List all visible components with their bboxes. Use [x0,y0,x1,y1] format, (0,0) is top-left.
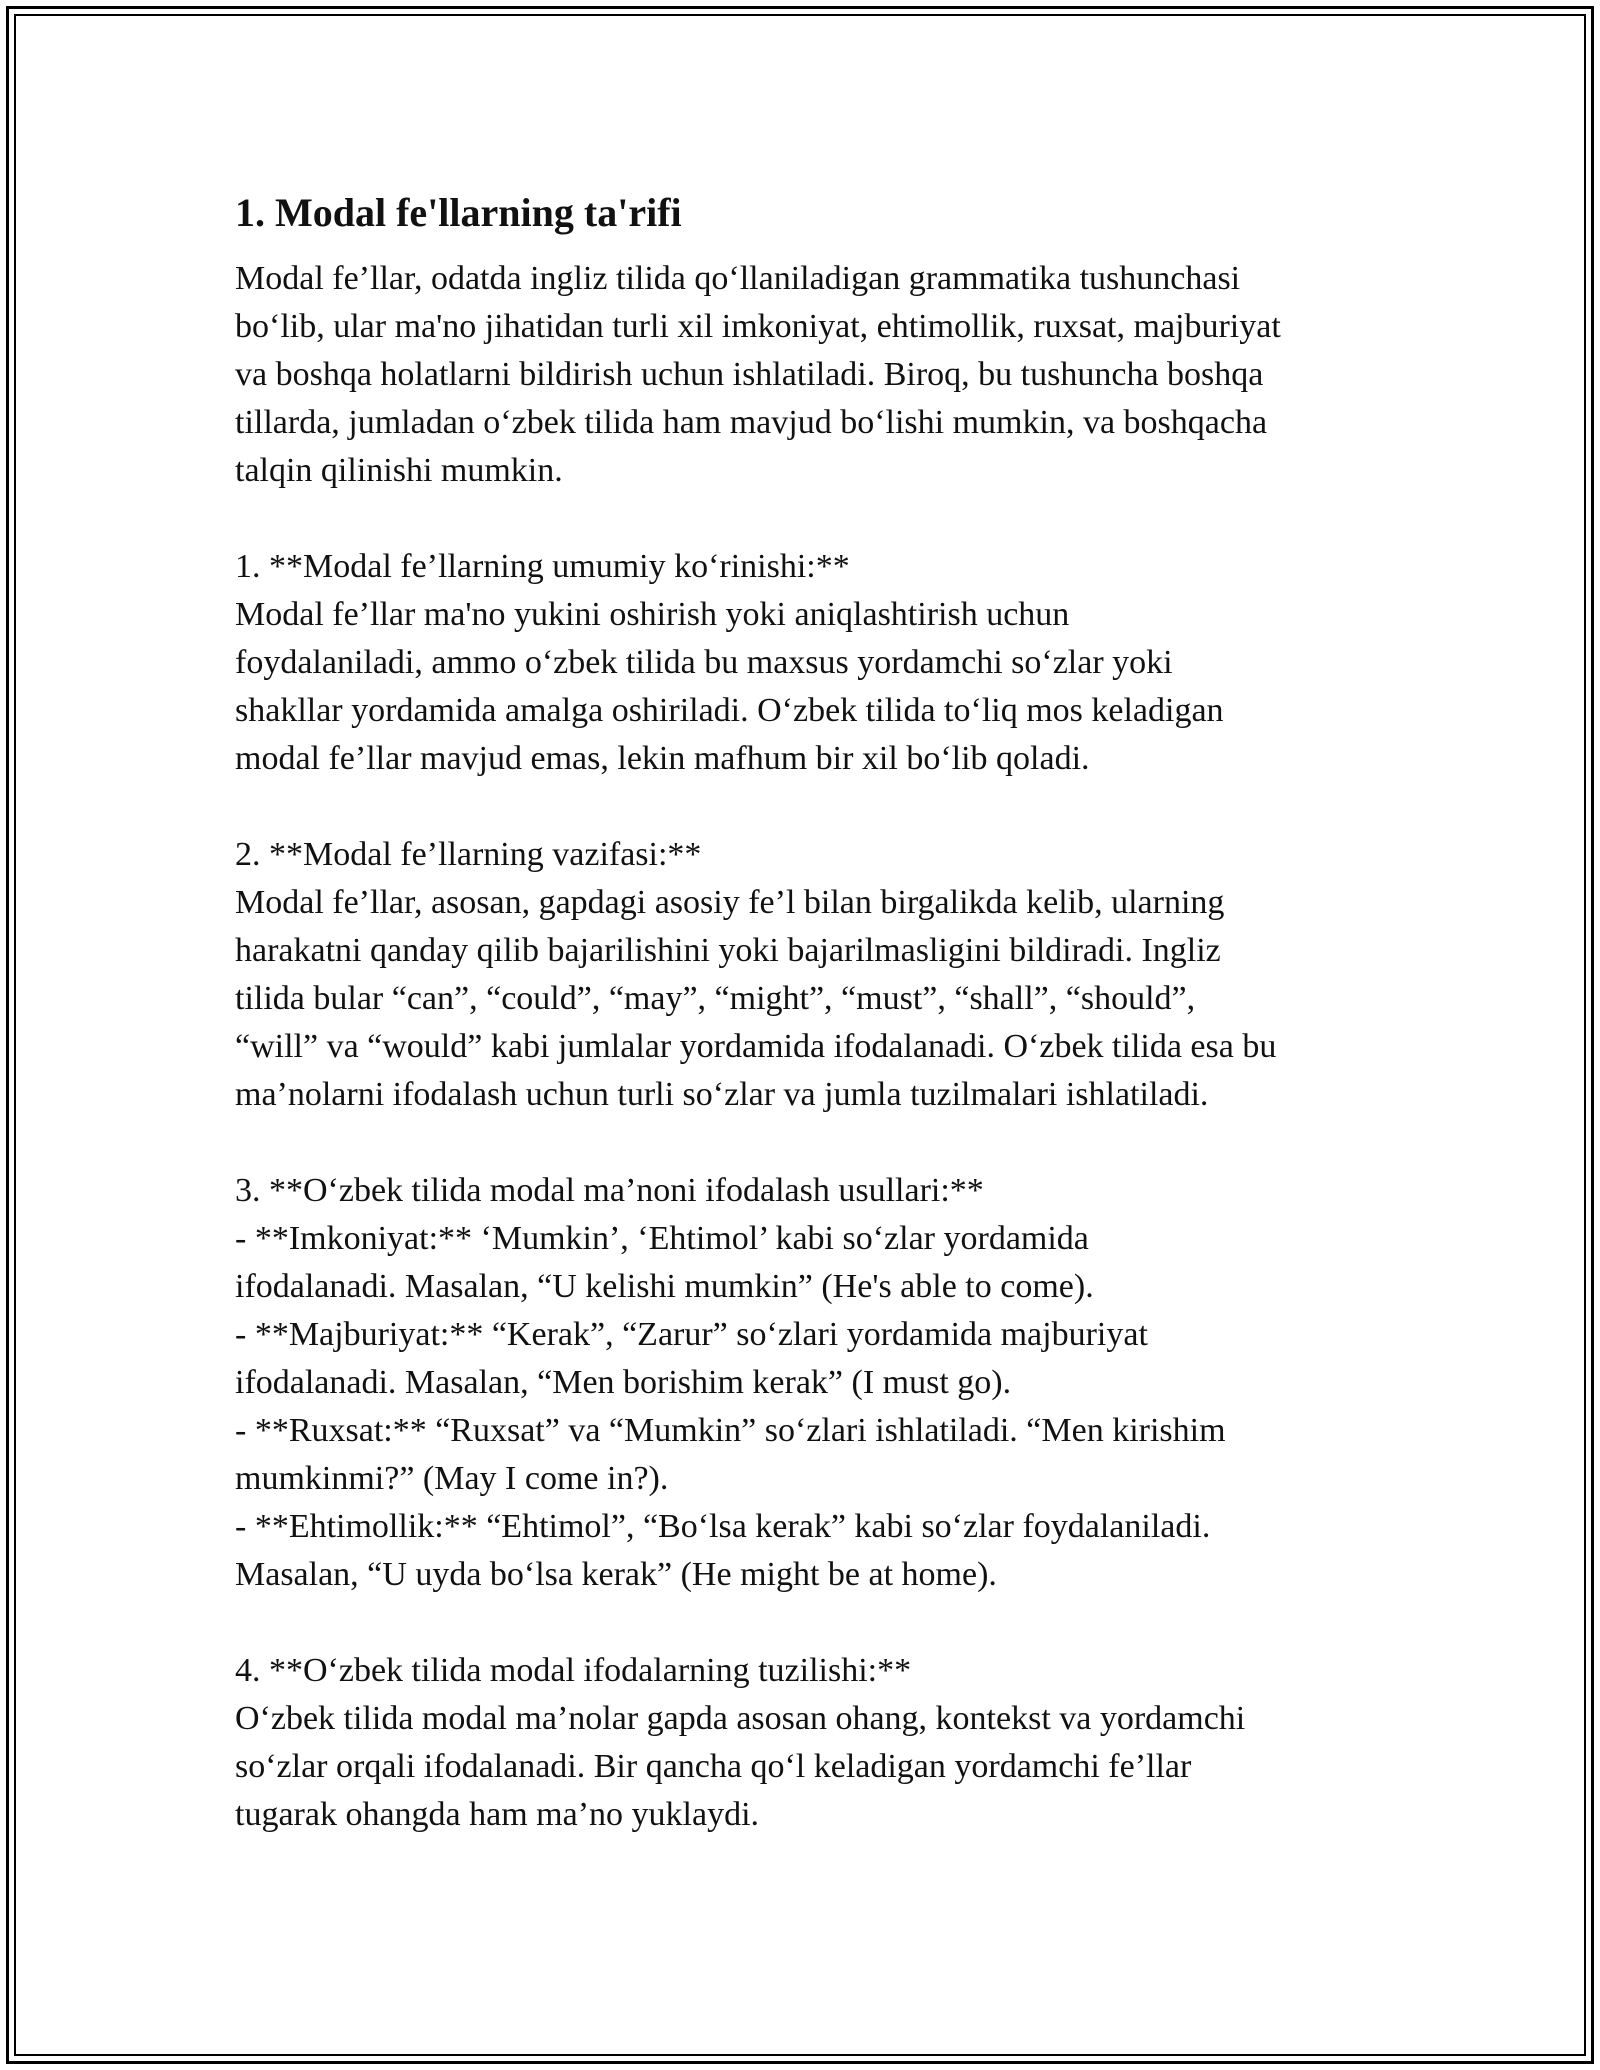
section-1-paragraph: 1. **Modal fe’llarning umumiy ko‘rinishi:** Modal fe’llar ma'no yukini oshirish yoki aniqlashtirish uchun foydalaniladi, ammo o‘zbek tilida bu maxsus yordamchi so‘zlar yoki shakllar yordamida amalga oshiriladi. O‘zbek tilida to‘liq mos keladigan modal fe’llar mavjud emas, lekin mafhum bir xil bo‘lib qoladi. [235,548,1224,777]
paragraph-gap [235,1599,1375,1647]
paragraph-gap [235,1119,1375,1167]
document-body [235,185,1375,1839]
section-4-paragraph: 4. **O‘zbek tilida modal ifodalarning tuzilishi:** O‘zbek tilida modal ma’nolar gapda asosan ohang, kontekst va yordamchi so‘zlar orqali ifodalanadi. Bir qancha qo‘l keladigan yordamchi fe’llar tugarak ohangda ham ma’no yuklaydi. [235,1652,1246,1833]
intro-paragraph: Modal fe’llar, odatda ingliz tilida qo‘llaniladigan grammatika tushunchasi bo‘lib, ular ma'no jihatidan turli xil imkoniyat, ehtimollik, ruxsat, majburiyat va boshqa holatlarni bildirish uchun ishlatiladi. Biroq, bu tushuncha boshqa tillarda, jumladan o‘zbek tilida ham mavjud bo‘lishi mumkin, va boshqacha talqin qilinishi mumkin. [235,260,1281,489]
paragraph-gap [235,783,1375,831]
section-2-paragraph: 2. **Modal fe’llarning vazifasi:** Modal fe’llar, asosan, gapdagi asosiy fe’l bilan birgalikda kelib, ularning harakatni qanday qilib bajarilishini yoki bajarilmasligini bildiradi. Ingliz tilida bular “can”, “could”, “may”, “might”, “must”, “shall”, “should”, “will” va “would” kabi jumlalar yordamida ifodalanadi. O‘zbek tilida esa bu ma’nolarni ifodalash uchun turli so‘zlar va jumla tuzilmalari ishlatiladi. [235,836,1277,1113]
paragraph-gap [235,495,1375,543]
document-title: 1. Modal fe'llarning ta'rifi [235,190,682,235]
section-3-paragraph: 3. **O‘zbek tilida modal ma’noni ifodalash usullari:** - **Imkoniyat:** ‘Mumkin’, ‘Ehtimol’ kabi so‘zlar yordamida ifodalanadi. Masalan, “U kelishi mumkin” (He's able to come). - **Majburiyat:** “Kerak”, “Zarur” so‘zlari yordamida majburiyat ifodalanadi. Masalan, “Men borishim kerak” (I must go). - **Ruxsat:** “Ruxsat” va “Mumkin” so‘zlari ishlatiladi. “Men kirishim mumkinmi?” (May I come in?). - **Ehtimollik:** “Ehtimol”, “Bo‘lsa kerak” kabi so‘zlar foydalaniladi. Masalan, “U uyda bo‘lsa kerak” (He might be at home). [235,1172,1226,1593]
